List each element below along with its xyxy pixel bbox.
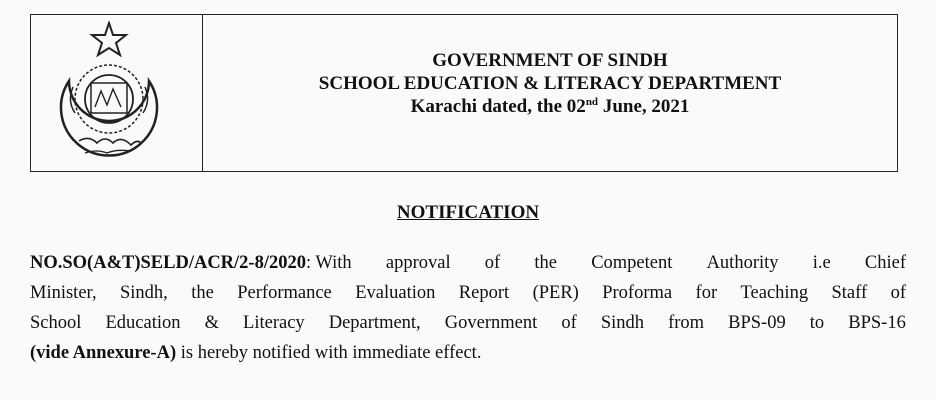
body-line-4 [30,338,906,368]
word: Performance [237,283,332,303]
word: Competent [591,253,673,273]
word: Government [444,313,538,333]
word: the [534,253,557,273]
word: the [191,283,214,303]
emblem-cell [31,15,203,171]
word: Minister, [30,283,97,303]
word: Chief [864,253,906,273]
date-suffix: June, 2021 [598,96,690,117]
word: of [561,313,577,333]
government-title: GOVERNMENT OF SINDH [432,50,668,71]
word: approval [385,253,451,273]
notification-body [30,248,906,368]
word: Proforma [602,283,673,303]
word: Report [458,283,510,303]
word: Literacy [243,313,305,333]
date-line [203,95,897,118]
word: (PER) [532,283,579,303]
word: Department, [328,313,421,333]
notification-title: NOTIFICATION [396,202,540,223]
word: i.e [812,253,831,273]
date-ordinal: nd [585,96,599,108]
department-title: SCHOOL EDUCATION & LITERACY DEPARTMENT [318,73,782,94]
body-words-1: : With [305,253,352,273]
word: BPS-16 [848,313,906,333]
word: Teaching [740,283,809,303]
word: School [30,313,82,333]
word: for [695,283,718,303]
word: Evaluation [355,283,436,303]
word: BPS-09 [728,313,786,333]
date-prefix: Karachi dated, the 02 [410,96,586,117]
word: of [484,253,501,273]
reference-number: NO.SO(A&T)SELD/ACR/2-8/2020 [30,253,306,273]
word: to [809,313,825,333]
body-line-3 [30,308,906,338]
annexure-reference: (vide Annexure-A) [30,343,177,363]
word: Staff [831,283,868,303]
body-line-2 [30,278,906,308]
sindh-government-emblem-icon [49,21,169,167]
closing-text: is hereby notified with immediate effect. [176,343,482,363]
word: & [204,313,219,333]
body-line-1 [30,248,906,278]
word: Education [105,313,181,333]
word: Sindh [600,313,645,333]
word: of [890,283,906,303]
letterhead-text [203,49,897,118]
word: Sindh, [120,283,168,303]
word: Authority [706,253,779,273]
letterhead [30,14,898,172]
word: from [668,313,705,333]
